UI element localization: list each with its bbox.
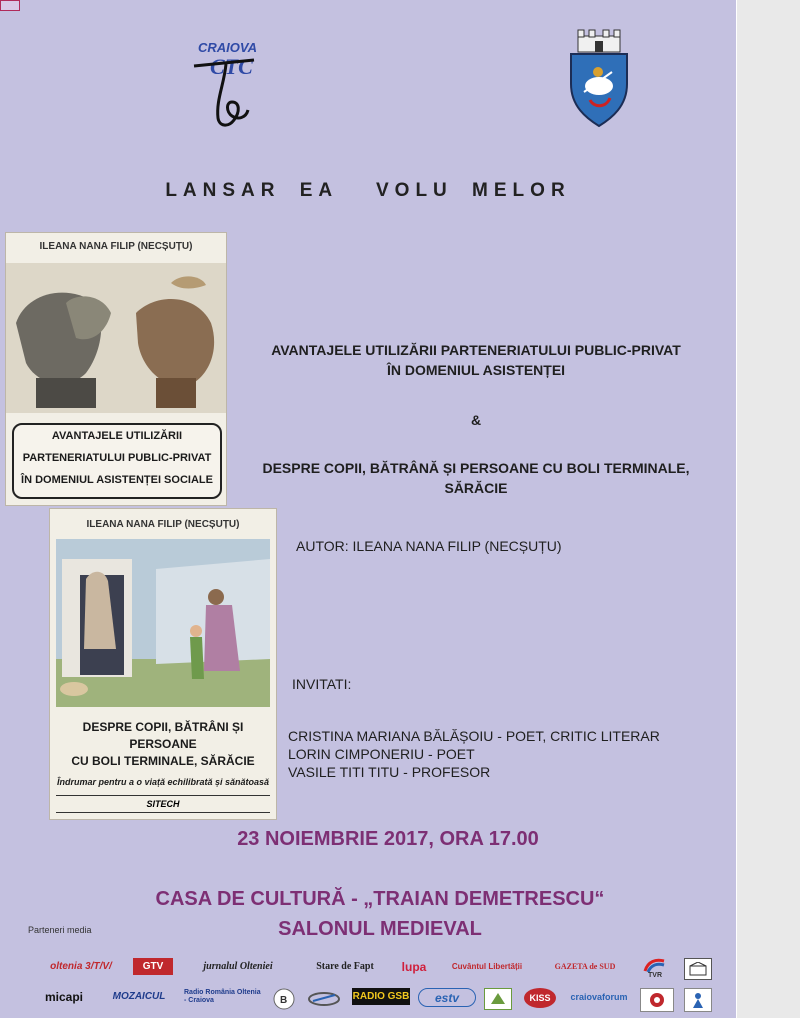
cover-2-subtitle: Îndrumar pentru a o viață echilibrată și sănătoasă <box>56 777 270 787</box>
partner-logo-blue-tile <box>684 988 712 1012</box>
svg-text:B: B <box>280 995 288 1006</box>
book-cover-2 <box>49 508 277 820</box>
partner-logo-stare-de-fapt: Stare de Fapt <box>316 961 374 972</box>
partner-logo-lupa: lupa <box>401 959 427 974</box>
book-2-title-line-2: SĂRĂCIE <box>444 480 508 496</box>
partners-label: Parteneri media <box>28 925 92 935</box>
partner-logo-gazeta-de-sud: GAZETA de SUD <box>554 962 616 971</box>
venue-line-2: SALONUL MEDIEVAL <box>278 918 482 940</box>
partner-logo-cuvantul-libertatii: Cuvântul Libertății <box>451 962 523 971</box>
cover-2-title-block <box>56 719 270 791</box>
partner-logo-radio-romania-oltenia: Radio România Oltenia - Craiova <box>184 988 261 1004</box>
partner-logo-kiss: KISS <box>524 988 556 1008</box>
book-2-title-line-1: DESPRE COPII, BĂTRÂNĂ ȘI PERSOANE CU BOLI TERMINALE, <box>262 460 690 476</box>
partner-logo-small-tile <box>640 988 674 1012</box>
craiova-coat-of-arms <box>568 22 630 130</box>
partner-logo-micapi: micapi <box>44 989 83 1004</box>
book-1-title-line-1: AVANTAJELE UTILIZĂRII PARTENERIATULUI PUBLIC-PRIVAT <box>271 342 681 358</box>
partner-logo-craiovaforum: craiovaforum <box>570 991 628 1002</box>
guest-item: VASILE TITI TITU - PROFESOR <box>288 764 491 780</box>
book-cover-1 <box>5 232 227 506</box>
village-illustration <box>56 539 270 707</box>
building-icon <box>689 962 707 976</box>
ctc-craiova-logo <box>188 40 258 130</box>
ctc-letters: CTC <box>210 54 253 79</box>
cover-1-title-line: PARTENERIATULUI PUBLIC-PRIVAT <box>22 452 212 464</box>
partner-logo-tvr <box>640 958 670 979</box>
cover-2-title-line: DESPRE COPII, BĂTRÂNI ȘI PERSOANE <box>82 720 244 751</box>
partner-logo-estv: estv <box>418 988 476 1007</box>
partner-logo-tv-olt <box>306 988 342 1010</box>
coat-of-arms-icon <box>568 22 630 130</box>
guests-label: INVITATI: <box>292 676 352 692</box>
ampersand: & <box>470 412 482 428</box>
partner-logo-mozaicul: MOZAICUL <box>112 991 166 1002</box>
ctc-logo-icon <box>188 40 258 130</box>
cover-1-author: ILEANA NANA FILIP (NECȘUȚU) <box>39 241 193 252</box>
tvr-logo-text: TVR <box>648 972 662 979</box>
partner-logo-box <box>684 958 712 980</box>
venue-line-1: CASA DE CULTURĂ - „TRAIAN DEMETRESCU“ <box>155 888 605 910</box>
guest-item: LORIN CIMPONERIU - POET <box>288 746 475 762</box>
tree-icon <box>489 992 507 1006</box>
headline: LANSAR EA VOLU MELOR <box>165 180 571 201</box>
cover-1-title-line: AVANTAJELE UTILIZĂRII <box>51 430 183 442</box>
partner-logo-radio-gsb: RADIO GSB <box>352 988 410 1005</box>
corner-marker <box>0 0 20 11</box>
book-1-title-line-2: ÎN DOMENIUL ASISTENȚEI <box>386 362 566 378</box>
cover-2-title-line: CU BOLI TERMINALE, SĂRĂCIE <box>71 754 255 768</box>
cover-1-title-line: ÎN DOMENIUL ASISTENȚEI SOCIALE <box>21 474 213 486</box>
sculpture-illustration <box>6 263 226 413</box>
author-line: AUTOR: ILEANA NANA FILIP (NECȘUȚU) <box>296 538 562 554</box>
partner-logo-gtv: GTV <box>133 958 173 975</box>
cover-1-title-box <box>12 423 222 499</box>
tile-icon <box>644 991 670 1009</box>
partner-logo-green-box <box>484 988 512 1010</box>
partner-logo-jurnalul-olteniei: jurnalul Olteniei <box>203 961 273 972</box>
partner-logo-oltenia3tv: oltenia 3/T/V/ <box>50 961 112 972</box>
cover-2-author: ILEANA NANA FILIP (NECȘUȚU) <box>86 519 240 530</box>
cover-2-publisher: SITECH <box>56 795 270 813</box>
guests-list <box>288 727 660 781</box>
guest-item: CRISTINA MARIANA BĂLĂȘOIU - POET, CRITIC LITERAR <box>288 728 660 744</box>
book-2-title <box>236 458 716 498</box>
book-1-title <box>236 340 716 380</box>
badge-icon <box>273 988 295 1010</box>
partners-row-2 <box>0 988 736 1012</box>
swirl-icon <box>307 989 341 1009</box>
event-date: 23 NOIEMBRIE 2017, ORA 17.00 <box>237 828 539 850</box>
partner-logo-circle-badge <box>272 988 296 1010</box>
page-margin-strip <box>736 0 800 1018</box>
figure-icon <box>689 991 707 1009</box>
partners-row-1 <box>0 958 736 978</box>
ctc-city-label: CRAIOVA <box>198 40 257 55</box>
